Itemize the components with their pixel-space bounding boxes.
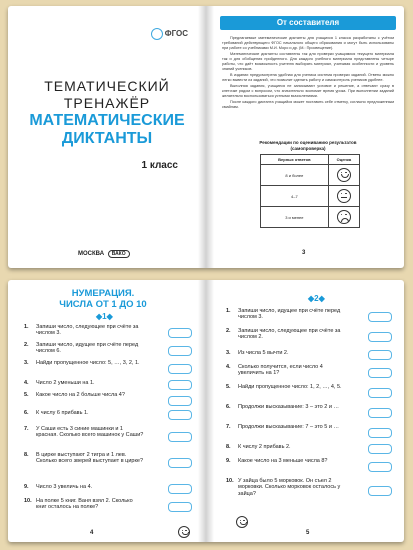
answer-box[interactable] [168,380,192,390]
task-text: У Саши есть 3 синие машинки и 1 красная. Сколько всего машинок у Саши? [36,426,144,439]
answer-box[interactable] [368,332,392,342]
task-text: Продолжи высказывание: 3 – это 2 и … [238,404,339,410]
table-row: 3 и менее [261,207,360,228]
answer-box[interactable] [368,312,392,322]
task-text: Запиши число, идущее при счёте перед числом 6. [36,342,139,355]
answer-box[interactable] [368,444,392,454]
task-number: 8. [24,452,29,458]
task-text: К числу 6 прибавь 1. [36,410,89,416]
task-number: 2. [226,328,231,334]
answer-box[interactable] [368,486,392,496]
answer-box[interactable] [168,502,192,512]
task-number: 9. [226,458,231,464]
task-number: 2. [24,342,29,348]
publisher: МОСКВА ВАКО [78,250,130,258]
task-text: Число 2 уменьши на 1. [36,380,95,386]
top-spread [8,6,404,268]
task-number: 5. [24,392,29,398]
task-number: 8. [226,444,231,450]
answer-box[interactable] [368,388,392,398]
task-number: 10. [226,478,234,484]
smiley-face-icon [178,526,190,538]
answer-box[interactable] [368,408,392,418]
task-text: Запиши число, следующее при счёте за числом 2. [238,328,341,341]
cover-page [8,6,206,268]
answer-box[interactable] [168,364,192,374]
exercises-page-left [8,280,206,542]
table-row: 4–7 [261,186,360,207]
dictation-number: ◆1◆ [96,312,113,321]
cover-grade: 1 класс [141,160,178,171]
fgos-badge: ФГОС [151,28,188,40]
answer-box[interactable] [368,368,392,378]
preface-page [206,6,404,268]
publisher-logo: ВАКО [108,250,130,258]
task-text: Найди пропущенное число: 1, 2, …, 4, 5. [238,384,342,390]
task-text: Запиши число, следующее при счёте за числом 3. [36,324,139,337]
task-number: 10. [24,498,32,504]
answer-box[interactable] [368,350,392,360]
page-number: 4 [90,530,94,536]
task-text: Число 3 увеличь на 4. [36,484,93,490]
task-number: 1. [24,324,29,330]
preface-text: Предлагаемые математические диктанты для учащихся 1 класса разработаны с учётом требований действующего ФГОС начального общего образования и могут быть использованы при работе со учебниками М.И. Моро и др. (М.: Просвещение). Математические диктанты составлены так для проверки учащимися текущего материала так и для обобщения пройденного. Для каждого учебного материала представлены четыре работы, что даёт возможность учителю выбирать материал, учитывая особенности и уровень знаний учеников. В издании предусмотрена удобная для ученика система проверки заданий. Ответы можно легко вывести из заданий, что позволит сделать работу и самоконтроль учеников удобнее. Выполняя задания, учащиеся не записывают условие и решение, а отвечают сразу в клеточке рядом с вопросом, что значительно экономит время урока. При выполнении заданий желательно воспользоваться устными вычислениями. После каждого диктанта учащийся может поставить себе отметку, согласно предложенным смайлам. [222,36,394,109]
dictation-number: ◆2◆ [308,294,325,303]
book-gutter [198,280,214,542]
task-text: Какое число на 3 меньше числа 8? [238,458,328,464]
task-number: 4. [226,364,231,370]
task-number: 1. [226,308,231,314]
table-header: Верных ответов [261,155,329,165]
task-text: Какое число на 2 больше числа 4? [36,392,125,398]
answer-box[interactable] [168,396,192,406]
task-text: Найди пропущенное число: 5, …, 3, 2, 1. [36,360,140,366]
answer-box[interactable] [168,346,192,356]
neutral-face-icon [337,189,351,203]
task-text: Сколько получится, если число 4 увеличить на 1? [238,364,323,377]
task-text: К числу 2 прибавь 2. [238,444,291,450]
task-number: 9. [24,484,29,490]
recommendations-title: Рекомендации по оцениванию результатов (самопроверка) [259,140,357,151]
task-number: 6. [226,404,231,410]
cover-title: ТЕМАТИЧЕСКИЙ ТРЕНАЖЁР [44,78,170,111]
answer-box[interactable] [368,428,392,438]
task-number: 6. [24,410,29,416]
task-number: 7. [24,426,29,432]
smiley-face-icon [236,516,248,528]
grading-table [260,154,360,228]
answer-box[interactable] [168,458,192,468]
task-text: Из числа 5 вычти 2. [238,350,289,356]
table-row: 8 и более [261,165,360,186]
cover-subtitle: МАТЕМАТИЧЕСКИЕ ДИКТАНТЫ [29,112,185,147]
task-text: У зайца было 5 морковок. Он съел 2 морковки. Сколько морковок осталось у зайца? [238,478,341,497]
page-number: 5 [306,530,310,536]
task-text: Запиши число, идущее при счёте перед числом 3. [238,308,341,321]
fgos-circle-icon [151,28,163,40]
table-header: Оценка [328,155,359,165]
answer-box[interactable] [368,462,392,472]
task-text: В цирке выступают 2 тигра и 1 лев. Сколько всего зверей выступает в цирке? [36,452,144,465]
answer-box[interactable] [168,328,192,338]
preface-header: От составителя [220,16,396,30]
page-number: 3 [302,250,306,256]
answer-box[interactable] [168,432,192,442]
bottom-spread [8,280,404,542]
task-text: Продолжи высказывание: 7 – это 5 и … [238,424,339,430]
book-gutter [198,6,214,268]
happy-face-icon [337,168,351,182]
task-number: 3. [226,350,231,356]
answer-box[interactable] [168,410,192,420]
sad-face-icon [337,210,351,224]
exercises-page-right [206,280,404,542]
task-number: 3. [24,360,29,366]
task-number: 7. [226,424,231,430]
task-number: 4. [24,380,29,386]
section-title: НУМЕРАЦИЯ. ЧИСЛА ОТ 1 ДО 10 [59,288,147,310]
task-number: 5. [226,384,231,390]
task-text: На полке 5 книг. Ваня взял 2. Сколько книг осталось на полке? [36,498,133,511]
answer-box[interactable] [168,484,192,494]
